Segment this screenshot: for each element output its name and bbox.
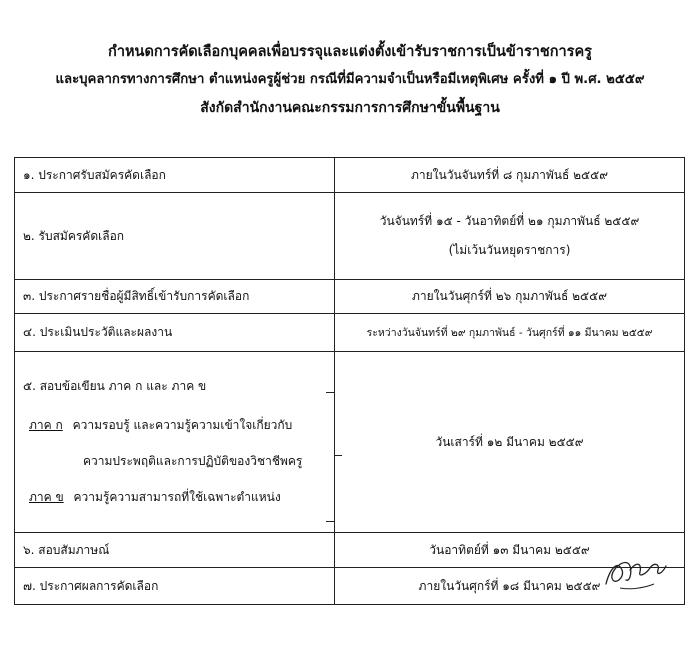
row-item: ๑. ประกาศรับสมัครคัดเลือก bbox=[15, 158, 335, 193]
row-date: วันอาทิตย์ที่ ๑๓ มีนาคม ๒๕๕๙ bbox=[335, 533, 685, 568]
row-item: ๕. สอบข้อเขียน ภาค ก และ ภาค ข bbox=[23, 378, 207, 393]
table-row bbox=[15, 568, 685, 605]
row-date: วันเสาร์ที่ ๑๒ มีนาคม ๒๕๕๙ bbox=[335, 352, 685, 533]
row-date: ภายในวันจันทร์ที่ ๘ กุมภาพันธ์ ๒๕๕๙ bbox=[335, 158, 685, 193]
part-a-text-2: ความประพฤติและการปฏิบัติของวิชาชีพครู bbox=[83, 453, 303, 468]
part-b-label: ภาค ข bbox=[29, 489, 64, 504]
handwritten-signature bbox=[600, 548, 670, 593]
row-item: ๔. ประเมินประวัติและผลงาน bbox=[15, 314, 335, 352]
header-title-line-1: กำหนดการคัดเลือกบุคคลเพื่อบรรจุและแต่งตั้งเข้ารับราชการเป็นข้าราชการครู bbox=[108, 44, 592, 60]
bracket-tick bbox=[334, 455, 342, 456]
row-item: ๗. ประกาศผลการคัดเลือก bbox=[15, 568, 335, 605]
row-date: ภายในวันศุกร์ที่ ๒๖ กุมภาพันธ์ ๒๕๕๙ bbox=[335, 280, 685, 314]
row-item: ๖. สอบสัมภาษณ์ bbox=[15, 533, 335, 568]
table-row bbox=[15, 158, 685, 193]
row-item: ๓. ประกาศรายชื่อผู้มีสิทธิ์เข้ารับการคัดเลือก bbox=[15, 280, 335, 314]
part-b bbox=[23, 486, 326, 508]
curly-bracket bbox=[326, 392, 335, 522]
document-header bbox=[0, 38, 700, 122]
header-title-line-2: และบุคลากรทางการศึกษา ตำแหน่งครูผู้ช่วย กรณีที่มีความจำเป็นหรือมีเหตุพิเศษ ครั้งที่ ๑ ปี พ.ศ. ๒๕๕๙ bbox=[55, 72, 645, 87]
schedule-table bbox=[14, 157, 685, 605]
row-date-cell bbox=[335, 193, 685, 280]
table-row bbox=[15, 533, 685, 568]
row-date-note: (ไม่เว้นวันหยุดราชการ) bbox=[448, 243, 571, 257]
table-row bbox=[15, 280, 685, 314]
row-date: วันจันทร์ที่ ๑๕ - วันอาทิตย์ที่ ๒๑ กุมภาพันธ์ ๒๕๕๙ bbox=[379, 214, 640, 228]
table-row bbox=[15, 193, 685, 280]
header-title-line-3: สังกัดสำนักงานคณะกรรมการการศึกษาขั้นพื้นฐาน bbox=[200, 100, 500, 116]
part-a-text-1: ความรอบรู้ และความรู้ความเข้าใจเกี่ยวกับ bbox=[72, 417, 293, 432]
row-date: ระหว่างวันจันทร์ที่ ๒๙ กุมภาพันธ์ - วันศุกร์ที่ ๑๑ มีนาคม ๒๕๕๙ bbox=[335, 314, 685, 352]
row-item: ๒. รับสมัครคัดเลือก bbox=[15, 193, 335, 280]
part-b-text: ความรู้ความสามารถที่ใช้เฉพาะตำแหน่ง bbox=[73, 489, 281, 504]
table-row bbox=[15, 352, 685, 533]
part-a bbox=[23, 414, 326, 436]
part-a-label: ภาค ก bbox=[29, 417, 63, 432]
row-item-cell bbox=[15, 352, 335, 533]
table-row bbox=[15, 314, 685, 352]
row-date: ภายในวันศุกร์ที่ ๑๘ มีนาคม ๒๕๕๙ bbox=[335, 568, 685, 605]
